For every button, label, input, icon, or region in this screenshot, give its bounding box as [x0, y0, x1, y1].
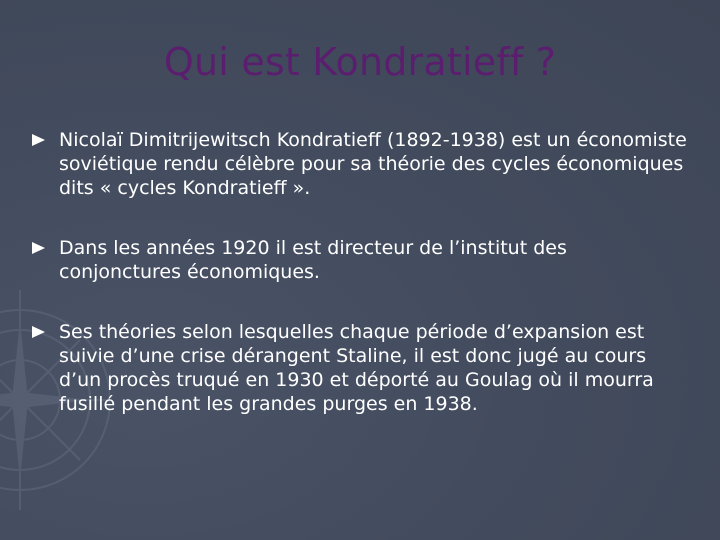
triangle-bullet-icon — [32, 326, 45, 338]
triangle-bullet-icon — [32, 134, 45, 146]
bullet-list — [32, 128, 692, 452]
bullet-item — [32, 128, 692, 200]
bullet-item — [32, 236, 692, 284]
slide-title: Qui est Kondratieff ? — [163, 40, 557, 84]
bullet-text: Ses théories selon lesquelles chaque période d’expansion est suivie d’une crise dérangent Staline, il est donc jugé au cours d’un procès truqué en 1930 et déporté au Goulag où il mourra fusillé pendant les grandes purges en 1938. — [59, 321, 654, 415]
bullet-text: Dans les années 1920 il est directeur de l’institut des conjonctures économiques. — [59, 237, 567, 283]
triangle-bullet-icon — [32, 242, 45, 254]
bullet-text: Nicolaï Dimitrijewitsch Kondratieff (1892-1938) est un économiste soviétique rendu célèbre pour sa théorie des cycles économiques dits « cycles Kondratieff ». — [59, 129, 687, 199]
bullet-item — [32, 320, 692, 416]
